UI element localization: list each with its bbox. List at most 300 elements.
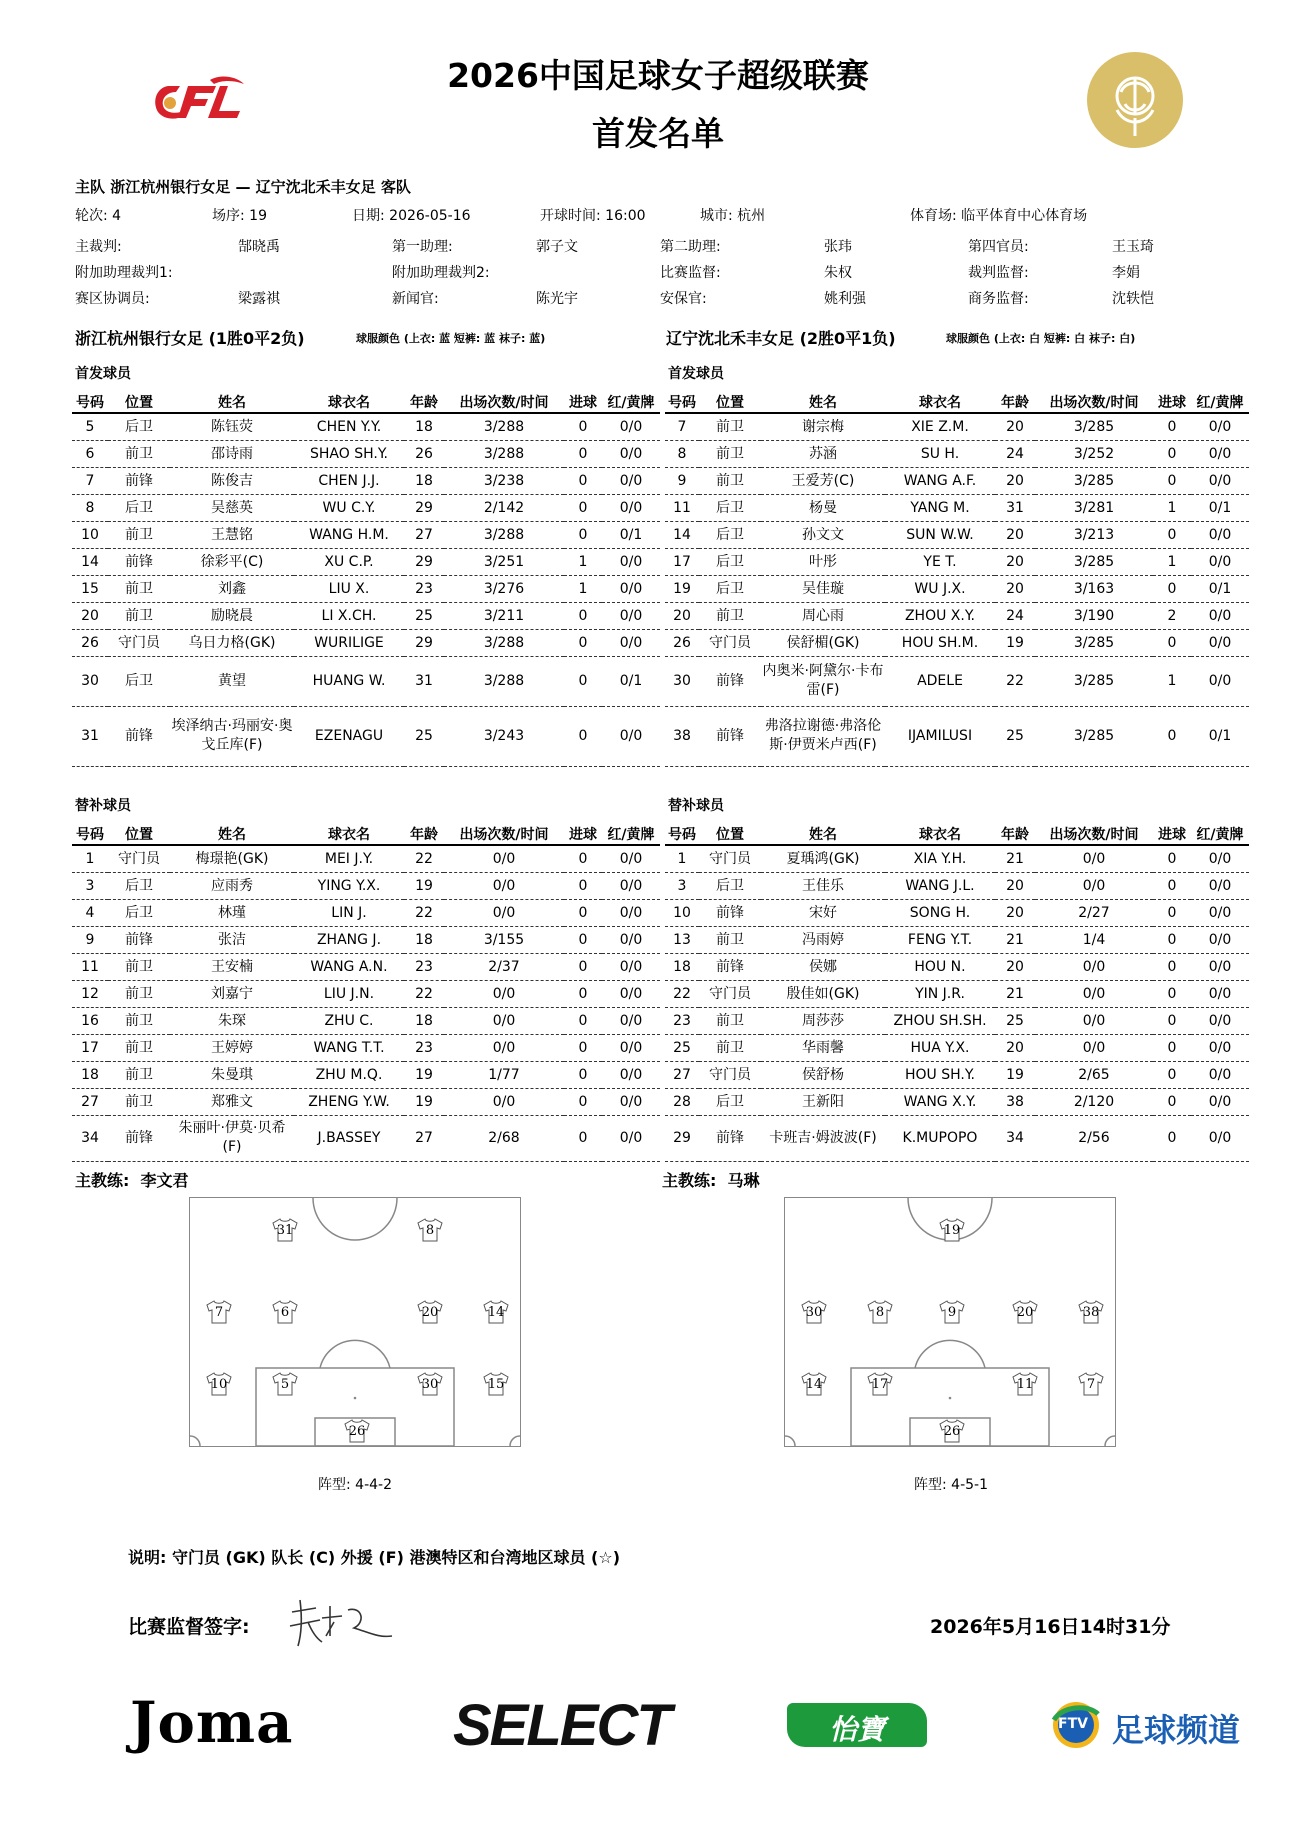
table-row xyxy=(72,926,660,953)
official-name: 郜晓禹 xyxy=(238,239,280,255)
age-cell: 31 xyxy=(404,656,444,706)
official-label: 裁判监督: xyxy=(968,265,1029,281)
official-name: 朱权 xyxy=(824,265,852,281)
cards-cell: 0/0 xyxy=(1191,1061,1249,1088)
column-header: 年龄 xyxy=(404,393,444,413)
apps-cell: 0/0 xyxy=(444,980,564,1007)
age-cell: 18 xyxy=(404,926,444,953)
apps-cell: 3/238 xyxy=(444,467,564,494)
shirt-name-cell: SONG H. xyxy=(885,899,995,926)
cards-cell: 0/0 xyxy=(602,548,660,575)
goals-cell: 0 xyxy=(1153,467,1191,494)
column-header: 号码 xyxy=(665,825,699,845)
goals-cell: 0 xyxy=(1153,440,1191,467)
table-row xyxy=(72,1088,660,1115)
table-row xyxy=(72,494,660,521)
number-cell: 9 xyxy=(665,467,699,494)
number-cell: 34 xyxy=(72,1115,108,1161)
official-label: 附加助理裁判1: xyxy=(75,265,173,281)
column-header: 位置 xyxy=(699,393,761,413)
age-cell: 19 xyxy=(404,1061,444,1088)
table-row xyxy=(665,602,1249,629)
cards-cell: 0/0 xyxy=(1191,845,1249,872)
column-header: 红/黄牌 xyxy=(602,825,660,845)
apps-cell: 0/0 xyxy=(444,845,564,872)
yibao-logo: 怡寶 xyxy=(787,1703,927,1747)
goals-cell: 0 xyxy=(1153,899,1191,926)
age-cell: 27 xyxy=(404,1115,444,1161)
cards-cell: 0/0 xyxy=(602,440,660,467)
name-cell: 殷佳如(GK) xyxy=(761,980,885,1007)
shirt-name-cell: HOU SH.Y. xyxy=(885,1061,995,1088)
number-cell: 19 xyxy=(665,575,699,602)
home-subs-label: 替补球员 xyxy=(75,798,131,814)
position-cell: 前卫 xyxy=(108,575,170,602)
number-cell: 3 xyxy=(665,872,699,899)
shirt-name-cell: SHAO SH.Y. xyxy=(294,440,404,467)
number-cell: 38 xyxy=(665,706,699,766)
jersey-number: 7 xyxy=(214,1305,224,1320)
column-header: 号码 xyxy=(665,393,699,413)
joma-logo: Joma xyxy=(130,1690,294,1756)
position-cell: 前锋 xyxy=(108,548,170,575)
name-cell: 朱琛 xyxy=(170,1007,294,1034)
shirt-name-cell: SUN W.W. xyxy=(885,521,995,548)
jersey-number: 20 xyxy=(1016,1305,1034,1320)
jersey-number: 7 xyxy=(1086,1377,1096,1392)
name-cell: 宋好 xyxy=(761,899,885,926)
cards-cell: 0/0 xyxy=(1191,1115,1249,1161)
age-cell: 20 xyxy=(995,467,1035,494)
away-formation-pitch xyxy=(784,1197,1116,1447)
age-cell: 20 xyxy=(995,521,1035,548)
official-label: 第四官员: xyxy=(968,239,1029,255)
shirt-name-cell: FENG Y.T. xyxy=(885,926,995,953)
jersey-number: 8 xyxy=(875,1305,885,1320)
match-date: 日期: 2026-05-16 xyxy=(352,208,471,224)
official-name: 沈轶恺 xyxy=(1112,291,1154,307)
apps-cell: 0/0 xyxy=(1035,845,1153,872)
column-header: 红/黄牌 xyxy=(602,393,660,413)
position-cell: 后卫 xyxy=(108,872,170,899)
number-cell: 8 xyxy=(665,440,699,467)
select-logo: SELECT xyxy=(453,1693,670,1758)
number-cell: 9 xyxy=(72,926,108,953)
apps-cell: 0/0 xyxy=(1035,980,1153,1007)
number-cell: 15 xyxy=(72,575,108,602)
player-jersey-icon xyxy=(939,1300,965,1324)
official-label: 附加助理裁判2: xyxy=(392,265,490,281)
column-header: 出场次数/时间 xyxy=(444,393,564,413)
position-cell: 前卫 xyxy=(108,440,170,467)
age-cell: 20 xyxy=(995,1034,1035,1061)
player-jersey-icon xyxy=(417,1300,443,1324)
apps-cell: 3/252 xyxy=(1035,440,1153,467)
name-cell: 苏涵 xyxy=(761,440,885,467)
cards-cell: 0/0 xyxy=(602,953,660,980)
table-row xyxy=(72,1034,660,1061)
apps-cell: 0/0 xyxy=(444,1034,564,1061)
name-cell: 谢宗梅 xyxy=(761,413,885,440)
age-cell: 19 xyxy=(995,1061,1035,1088)
table-row xyxy=(665,926,1249,953)
cards-cell: 0/0 xyxy=(1191,980,1249,1007)
goals-cell: 0 xyxy=(1153,521,1191,548)
home-coach: 主教练: 李文君 xyxy=(75,1171,189,1190)
official-name: 姚利强 xyxy=(824,291,866,307)
number-cell: 11 xyxy=(72,953,108,980)
table-row xyxy=(665,872,1249,899)
jersey-number: 17 xyxy=(871,1377,889,1392)
cards-cell: 0/0 xyxy=(1191,926,1249,953)
age-cell: 22 xyxy=(404,845,444,872)
away-formation: 阵型: 4-5-1 xyxy=(914,1477,988,1493)
goals-cell: 0 xyxy=(564,980,602,1007)
goals-cell: 0 xyxy=(564,706,602,766)
table-row xyxy=(665,845,1249,872)
cards-cell: 0/0 xyxy=(1191,953,1249,980)
shirt-name-cell: ZHU C. xyxy=(294,1007,404,1034)
column-header: 球衣名 xyxy=(885,393,995,413)
name-cell: 邵诗雨 xyxy=(170,440,294,467)
name-cell: 侯舒杨 xyxy=(761,1061,885,1088)
apps-cell: 3/288 xyxy=(444,413,564,440)
cards-cell: 0/0 xyxy=(1191,440,1249,467)
number-cell: 16 xyxy=(72,1007,108,1034)
goals-cell: 0 xyxy=(1153,629,1191,656)
name-cell: 徐彩平(C) xyxy=(170,548,294,575)
position-cell: 前卫 xyxy=(108,1088,170,1115)
table-row xyxy=(665,980,1249,1007)
name-cell: 梅璟艳(GK) xyxy=(170,845,294,872)
goals-cell: 0 xyxy=(564,656,602,706)
shirt-name-cell: WANG H.M. xyxy=(294,521,404,548)
name-cell: 侯娜 xyxy=(761,953,885,980)
goals-cell: 0 xyxy=(1153,1088,1191,1115)
player-jersey-icon xyxy=(1012,1300,1038,1324)
column-header: 进球 xyxy=(564,825,602,845)
age-cell: 20 xyxy=(995,548,1035,575)
age-cell: 18 xyxy=(404,467,444,494)
jersey-number: 5 xyxy=(280,1377,290,1392)
name-cell: 陈钰荧 xyxy=(170,413,294,440)
goals-cell: 0 xyxy=(1153,1034,1191,1061)
apps-cell: 3/190 xyxy=(1035,602,1153,629)
home-subs-table xyxy=(72,825,660,1162)
shirt-name-cell: YANG M. xyxy=(885,494,995,521)
column-header: 出场次数/时间 xyxy=(1035,825,1153,845)
number-cell: 27 xyxy=(665,1061,699,1088)
age-cell: 21 xyxy=(995,926,1035,953)
shirt-name-cell: ZHOU X.Y. xyxy=(885,602,995,629)
jersey-number: 8 xyxy=(425,1223,435,1238)
jersey-number: 6 xyxy=(280,1305,290,1320)
age-cell: 29 xyxy=(404,494,444,521)
signature-datetime: 2026年5月16日14时31分 xyxy=(930,1616,1171,1638)
name-cell: 朱丽叶·伊莫·贝希(F) xyxy=(170,1115,294,1161)
shirt-name-cell: ZHENG Y.W. xyxy=(294,1088,404,1115)
name-cell: 郑雅文 xyxy=(170,1088,294,1115)
number-cell: 26 xyxy=(72,629,108,656)
shirt-name-cell: XU C.P. xyxy=(294,548,404,575)
official-name: 梁露祺 xyxy=(238,291,280,307)
jersey-number: 10 xyxy=(210,1377,228,1392)
table-row xyxy=(665,1034,1249,1061)
number-cell: 31 xyxy=(72,706,108,766)
table-row xyxy=(72,656,660,706)
player-jersey-icon xyxy=(939,1218,965,1242)
table-row xyxy=(72,706,660,766)
official-label: 赛区协调员: xyxy=(75,291,150,307)
column-header: 位置 xyxy=(108,825,170,845)
goals-cell: 1 xyxy=(564,548,602,575)
age-cell: 20 xyxy=(995,575,1035,602)
goals-cell: 0 xyxy=(1153,1115,1191,1161)
player-jersey-icon xyxy=(417,1218,443,1242)
table-row xyxy=(665,629,1249,656)
cards-cell: 0/0 xyxy=(1191,467,1249,494)
name-cell: 刘嘉宁 xyxy=(170,980,294,1007)
shirt-name-cell: SU H. xyxy=(885,440,995,467)
name-cell: 杨曼 xyxy=(761,494,885,521)
player-jersey-icon xyxy=(272,1218,298,1242)
player-jersey-icon xyxy=(272,1300,298,1324)
apps-cell: 3/285 xyxy=(1035,656,1153,706)
goals-cell: 0 xyxy=(564,1007,602,1034)
table-row xyxy=(665,1007,1249,1034)
shirt-name-cell: WANG T.T. xyxy=(294,1034,404,1061)
position-cell: 前卫 xyxy=(699,1034,761,1061)
name-cell: 应雨秀 xyxy=(170,872,294,899)
position-cell: 前锋 xyxy=(699,899,761,926)
cards-cell: 0/0 xyxy=(1191,413,1249,440)
number-cell: 10 xyxy=(72,521,108,548)
cards-cell: 0/1 xyxy=(1191,706,1249,766)
goals-cell: 0 xyxy=(564,440,602,467)
player-jersey-icon xyxy=(867,1372,893,1396)
name-cell: 乌日力格(GK) xyxy=(170,629,294,656)
column-header: 进球 xyxy=(1153,825,1191,845)
player-jersey-icon xyxy=(867,1300,893,1324)
column-header: 姓名 xyxy=(761,825,885,845)
position-cell: 前锋 xyxy=(699,1115,761,1161)
cards-cell: 0/0 xyxy=(602,602,660,629)
shirt-name-cell: WURILIGE xyxy=(294,629,404,656)
official-label: 新闻官: xyxy=(392,291,439,307)
age-cell: 19 xyxy=(404,872,444,899)
goals-cell: 0 xyxy=(564,467,602,494)
position-cell: 前锋 xyxy=(108,1115,170,1161)
position-cell: 守门员 xyxy=(108,845,170,872)
goals-cell: 1 xyxy=(1153,656,1191,706)
position-cell: 后卫 xyxy=(108,899,170,926)
name-cell: 王爱芳(C) xyxy=(761,467,885,494)
position-cell: 前卫 xyxy=(699,413,761,440)
goals-cell: 1 xyxy=(564,575,602,602)
number-cell: 22 xyxy=(665,980,699,1007)
table-row xyxy=(665,521,1249,548)
apps-cell: 2/37 xyxy=(444,953,564,980)
position-cell: 后卫 xyxy=(699,548,761,575)
away-starters-label: 首发球员 xyxy=(668,366,724,382)
table-row xyxy=(72,1115,660,1161)
cards-cell: 0/0 xyxy=(1191,521,1249,548)
signature-label: 比赛监督签字: xyxy=(128,1616,250,1638)
table-row xyxy=(665,494,1249,521)
table-row xyxy=(72,413,660,440)
table-row xyxy=(72,575,660,602)
goals-cell: 0 xyxy=(564,521,602,548)
player-jersey-icon xyxy=(206,1372,232,1396)
shirt-name-cell: MEI J.Y. xyxy=(294,845,404,872)
cards-cell: 0/0 xyxy=(602,706,660,766)
name-cell: 朱曼琪 xyxy=(170,1061,294,1088)
table-row xyxy=(665,413,1249,440)
position-cell: 前卫 xyxy=(108,953,170,980)
table-row xyxy=(665,575,1249,602)
table-row xyxy=(72,953,660,980)
number-cell: 30 xyxy=(665,656,699,706)
apps-cell: 0/0 xyxy=(1035,1007,1153,1034)
official-label: 第二助理: xyxy=(660,239,721,255)
cards-cell: 0/1 xyxy=(602,656,660,706)
player-jersey-icon xyxy=(801,1300,827,1324)
column-header: 出场次数/时间 xyxy=(1035,393,1153,413)
jersey-number: 38 xyxy=(1082,1305,1100,1320)
goals-cell: 0 xyxy=(564,845,602,872)
shirt-name-cell: EZENAGU xyxy=(294,706,404,766)
number-cell: 18 xyxy=(665,953,699,980)
away-subs-label: 替补球员 xyxy=(668,798,724,814)
goals-cell: 0 xyxy=(1153,953,1191,980)
apps-cell: 2/68 xyxy=(444,1115,564,1161)
jersey-number: 31 xyxy=(276,1223,294,1238)
cards-cell: 0/0 xyxy=(1191,629,1249,656)
apps-cell: 0/0 xyxy=(444,872,564,899)
apps-cell: 3/251 xyxy=(444,548,564,575)
cards-cell: 0/0 xyxy=(602,845,660,872)
name-cell: 励晓晨 xyxy=(170,602,294,629)
apps-cell: 2/27 xyxy=(1035,899,1153,926)
column-header: 年龄 xyxy=(995,393,1035,413)
official-label: 比赛监督: xyxy=(660,265,721,281)
column-header: 位置 xyxy=(108,393,170,413)
number-cell: 17 xyxy=(72,1034,108,1061)
name-cell: 王慧铭 xyxy=(170,521,294,548)
goals-cell: 0 xyxy=(564,413,602,440)
age-cell: 18 xyxy=(404,1007,444,1034)
cards-cell: 0/0 xyxy=(1191,602,1249,629)
name-cell: 周心雨 xyxy=(761,602,885,629)
shirt-name-cell: LIU J.N. xyxy=(294,980,404,1007)
name-cell: 王婷婷 xyxy=(170,1034,294,1061)
age-cell: 22 xyxy=(995,656,1035,706)
shirt-name-cell: IJAMILUSI xyxy=(885,706,995,766)
age-cell: 20 xyxy=(995,872,1035,899)
column-header: 进球 xyxy=(1153,393,1191,413)
position-cell: 前卫 xyxy=(699,602,761,629)
cards-cell: 0/1 xyxy=(1191,494,1249,521)
table-row xyxy=(665,899,1249,926)
position-cell: 守门员 xyxy=(699,980,761,1007)
goals-cell: 2 xyxy=(1153,602,1191,629)
position-cell: 守门员 xyxy=(699,629,761,656)
position-cell: 前卫 xyxy=(699,440,761,467)
goals-cell: 0 xyxy=(1153,926,1191,953)
apps-cell: 3/288 xyxy=(444,656,564,706)
jersey-number: 26 xyxy=(348,1424,366,1439)
legend-note: 说明: 守门员 (GK) 队长 (C) 外援 (F) 港澳特区和台湾地区球员 (☆) xyxy=(128,1548,621,1567)
table-row xyxy=(72,440,660,467)
position-cell: 后卫 xyxy=(108,413,170,440)
away-coach: 主教练: 马琳 xyxy=(662,1171,760,1190)
apps-cell: 3/285 xyxy=(1035,548,1153,575)
age-cell: 27 xyxy=(404,521,444,548)
position-cell: 守门员 xyxy=(699,845,761,872)
goals-cell: 0 xyxy=(564,629,602,656)
cards-cell: 0/0 xyxy=(1191,1034,1249,1061)
cards-cell: 0/0 xyxy=(1191,1007,1249,1034)
cards-cell: 0/0 xyxy=(602,899,660,926)
apps-cell: 2/120 xyxy=(1035,1088,1153,1115)
away-subs-table xyxy=(665,825,1249,1162)
cards-cell: 0/0 xyxy=(602,629,660,656)
player-jersey-icon xyxy=(417,1372,443,1396)
shirt-name-cell: WANG X.Y. xyxy=(885,1088,995,1115)
shirt-name-cell: YE T. xyxy=(885,548,995,575)
position-cell: 后卫 xyxy=(699,872,761,899)
number-cell: 20 xyxy=(72,602,108,629)
position-cell: 前卫 xyxy=(108,602,170,629)
pitch-lines xyxy=(190,1198,520,1446)
number-cell: 1 xyxy=(72,845,108,872)
jersey-number: 14 xyxy=(487,1305,505,1320)
age-cell: 26 xyxy=(404,440,444,467)
name-cell: 王新阳 xyxy=(761,1088,885,1115)
table-row xyxy=(72,980,660,1007)
position-cell: 前锋 xyxy=(108,706,170,766)
name-cell: 弗洛拉谢德·弗洛伦斯·伊贾米卢西(F) xyxy=(761,706,885,766)
number-cell: 3 xyxy=(72,872,108,899)
handwritten-signature xyxy=(282,1592,402,1652)
goals-cell: 0 xyxy=(1153,575,1191,602)
column-header: 出场次数/时间 xyxy=(444,825,564,845)
cards-cell: 0/0 xyxy=(602,980,660,1007)
position-cell: 前卫 xyxy=(699,926,761,953)
apps-cell: 3/211 xyxy=(444,602,564,629)
apps-cell: 1/4 xyxy=(1035,926,1153,953)
shirt-name-cell: WANG J.L. xyxy=(885,872,995,899)
jersey-number: 15 xyxy=(487,1377,505,1392)
name-cell: 王佳乐 xyxy=(761,872,885,899)
position-cell: 前卫 xyxy=(108,980,170,1007)
position-cell: 前卫 xyxy=(108,1061,170,1088)
name-cell: 刘鑫 xyxy=(170,575,294,602)
goals-cell: 0 xyxy=(1153,872,1191,899)
shirt-name-cell: HUA Y.X. xyxy=(885,1034,995,1061)
table-row xyxy=(72,1061,660,1088)
shirt-name-cell: XIA Y.H. xyxy=(885,845,995,872)
position-cell: 守门员 xyxy=(108,629,170,656)
round: 轮次: 4 xyxy=(75,208,122,224)
table-row xyxy=(72,899,660,926)
official-label: 主裁判: xyxy=(75,239,122,255)
age-cell: 31 xyxy=(995,494,1035,521)
column-header: 姓名 xyxy=(170,393,294,413)
column-header: 年龄 xyxy=(995,825,1035,845)
player-jersey-icon xyxy=(483,1300,509,1324)
goals-cell: 0 xyxy=(1153,706,1191,766)
